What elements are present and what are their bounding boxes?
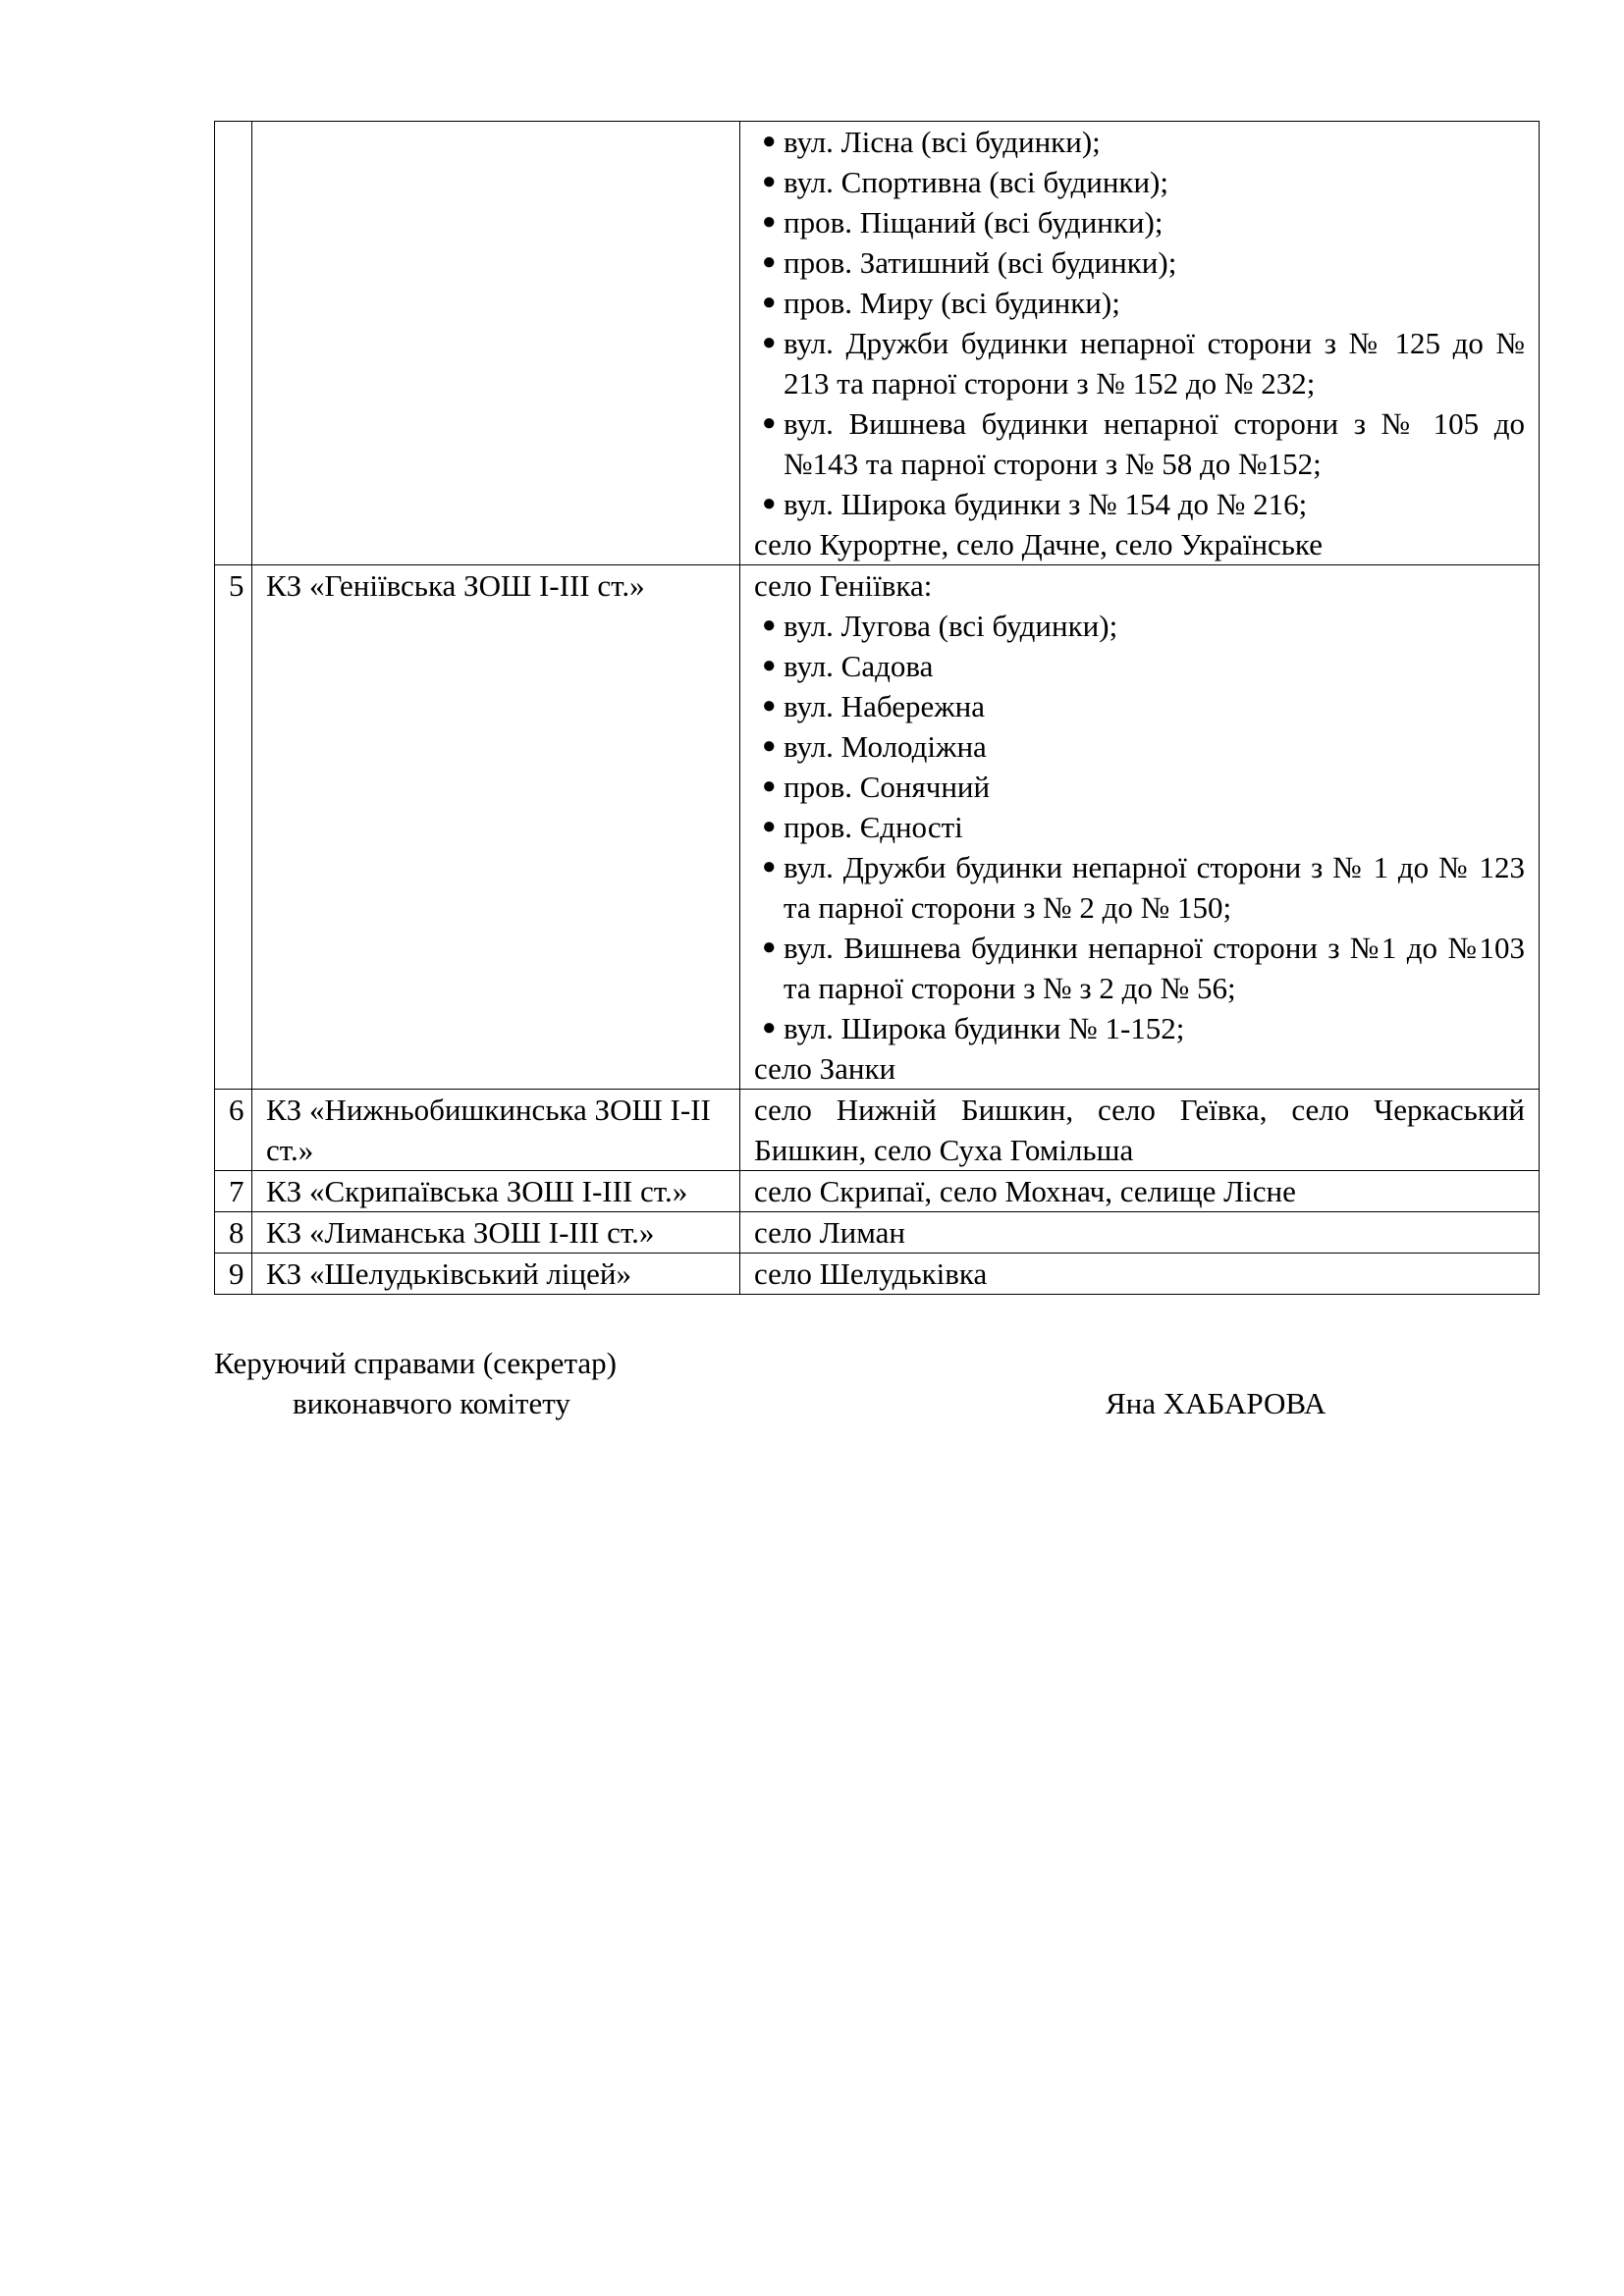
- table-row: [215, 122, 1540, 565]
- list-item: ● вул. Вишнева будинки непарної сторони з №1 до №103 та парної сторони з № з 2 до № 56;: [754, 928, 1525, 1008]
- bullet-icon: ●: [762, 693, 777, 719]
- table-row: [215, 1171, 1540, 1212]
- bullet-icon: ●: [762, 491, 777, 516]
- territory-cell: [740, 122, 1540, 565]
- row-number-cell: 5: [215, 565, 252, 1090]
- street-list: [754, 606, 1525, 1048]
- table-row: [215, 1254, 1540, 1295]
- list-item: ● пров. Єдності: [754, 807, 1525, 847]
- territory-cell: село Скрипаї, село Мохнач, селище Лісне: [740, 1171, 1540, 1212]
- list-item: ● вул. Широка будинки з № 154 до № 216;: [754, 484, 1525, 524]
- territory-cell: [740, 565, 1540, 1090]
- bullet-icon: ●: [762, 209, 777, 235]
- bullet-icon: ●: [762, 854, 777, 880]
- school-cell: КЗ «Шелудьківський ліцей»: [252, 1254, 740, 1295]
- signature-position-line2: виконавчого комітету: [293, 1386, 570, 1420]
- territory-cell: село Лиман: [740, 1212, 1540, 1254]
- list-item: ● вул. Лугова (всі будинки);: [754, 606, 1525, 646]
- list-item: ● вул. Спортивна (всі будинки);: [754, 162, 1525, 202]
- bullet-icon: ●: [762, 774, 777, 799]
- row-number-cell: [215, 122, 252, 565]
- bullet-icon: ●: [762, 290, 777, 315]
- bullet-icon: ●: [762, 410, 777, 436]
- school-cell: КЗ «Скрипаївська ЗОШ І-ІІІ ст.»: [252, 1171, 740, 1212]
- list-item: ● пров. Піщаний (всі будинки);: [754, 202, 1525, 242]
- school-cell: КЗ «Лиманська ЗОШ І-ІІІ ст.»: [252, 1212, 740, 1254]
- territory-cell: село Шелудьківка: [740, 1254, 1540, 1295]
- list-item: ● пров. Затишний (всі будинки);: [754, 242, 1525, 283]
- list-item: ● вул. Садова: [754, 646, 1525, 686]
- bullet-icon: ●: [762, 1015, 777, 1041]
- bullet-icon: ●: [762, 934, 777, 960]
- table-row: [215, 565, 1540, 1090]
- bullet-icon: ●: [762, 249, 777, 275]
- bullet-icon: ●: [762, 814, 777, 839]
- territory-cell: село Нижній Бишкин, село Геївка, село Черкаський Бишкин, село Суха Гомільша: [740, 1090, 1540, 1171]
- signature-name: Яна ХАБАРОВА: [1106, 1386, 1326, 1420]
- bullet-icon: ●: [762, 733, 777, 759]
- row-number-cell: 9: [215, 1254, 252, 1295]
- table-row: [215, 1212, 1540, 1254]
- street-list: [754, 122, 1525, 524]
- school-cell: [252, 122, 740, 565]
- bullet-icon: ●: [762, 330, 777, 355]
- list-item: ● вул. Молодіжна: [754, 726, 1525, 767]
- list-item: ● пров. Миру (всі будинки);: [754, 283, 1525, 323]
- table-row: [215, 1090, 1540, 1171]
- list-item: ● вул. Вишнева будинки непарної сторони з № 105 до №143 та парної сторони з № 58 до №152;: [754, 403, 1525, 484]
- school-cell: КЗ «Нижньобишкинська ЗОШ І-ІІ ст.»: [252, 1090, 740, 1171]
- signature-position-line1: Керуючий справами (секретар): [214, 1346, 617, 1380]
- bullet-icon: ●: [762, 129, 777, 154]
- row-number-cell: 6: [215, 1090, 252, 1171]
- villages-text: село Курортне, село Дачне, село Українське: [754, 527, 1323, 561]
- list-item: ● вул. Широка будинки № 1-152;: [754, 1008, 1525, 1048]
- villages-text: село Занки: [754, 1051, 896, 1086]
- list-item: ● вул. Дружби будинки непарної сторони з № 1 до № 123 та парної сторони з № 2 до № 150;: [754, 847, 1525, 928]
- bullet-icon: ●: [762, 169, 777, 194]
- list-item: ● вул. Лісна (всі будинки);: [754, 122, 1525, 162]
- bullet-icon: ●: [762, 613, 777, 638]
- districts-table: [214, 121, 1540, 1295]
- list-item: ● пров. Сонячний: [754, 767, 1525, 807]
- bullet-icon: ●: [762, 653, 777, 678]
- row-number-cell: 7: [215, 1171, 252, 1212]
- row-number-cell: 8: [215, 1212, 252, 1254]
- school-cell: КЗ «Геніївська ЗОШ І-ІІІ ст.»: [252, 565, 740, 1090]
- list-item: ● вул. Дружби будинки непарної сторони з № 125 до № 213 та парної сторони з № 152 до № 232;: [754, 323, 1525, 403]
- village-heading: село Геніївка:: [754, 568, 933, 603]
- list-item: ● вул. Набережна: [754, 686, 1525, 726]
